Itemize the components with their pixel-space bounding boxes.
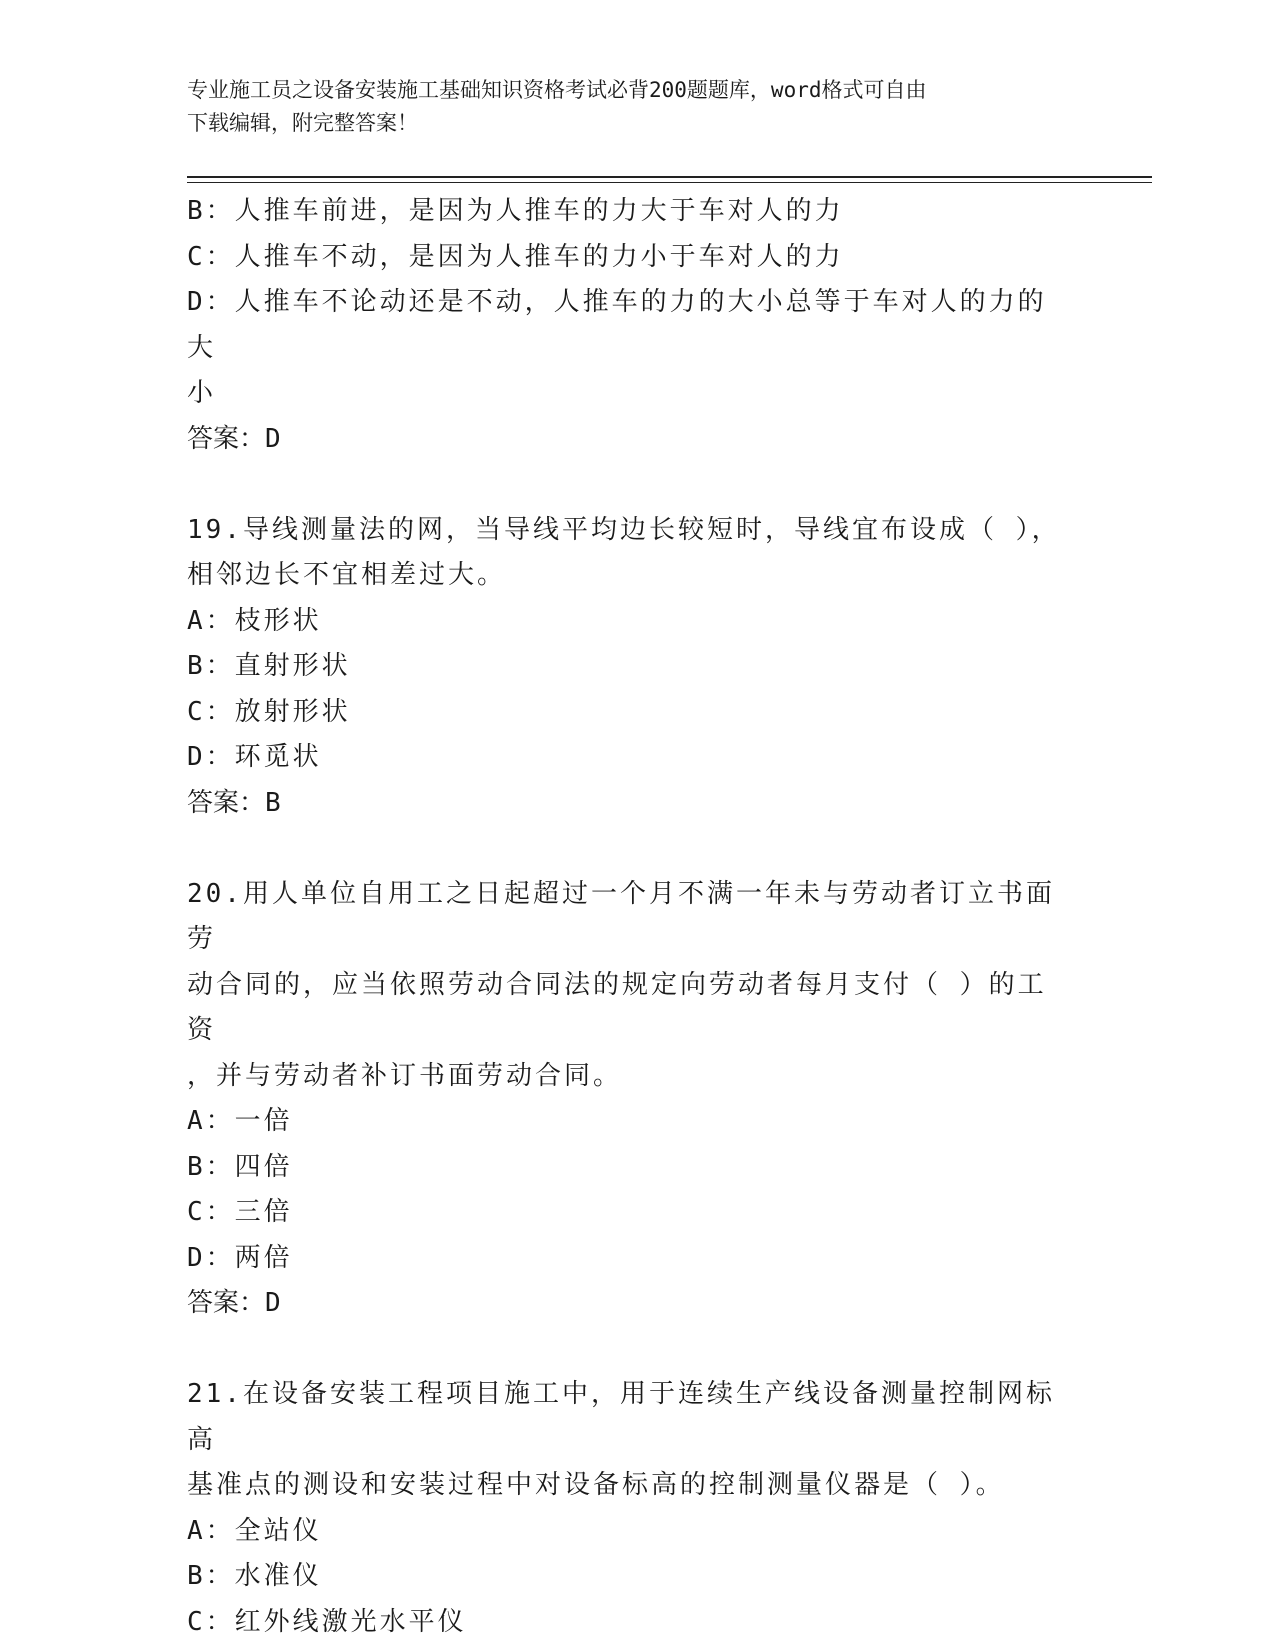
question-20 xyxy=(187,872,1067,1327)
q20-stem-line-2: 动合同的，应当依照劳动合同法的规定向劳动者每月支付（ ）的工资 xyxy=(187,969,1047,1045)
q21-stem-line-1: 21.在设备安装工程项目施工中，用于连续生产线设备测量控制网标高 xyxy=(187,1379,1055,1455)
q20-option-d: D：两倍 xyxy=(187,1242,293,1273)
q20-answer: 答案：D xyxy=(187,1288,281,1318)
q19-stem-line-2: 相邻边长不宜相差过大。 xyxy=(187,560,507,590)
q20-option-b: B：四倍 xyxy=(187,1151,293,1182)
q21-option-b: B：水准仪 xyxy=(187,1561,322,1591)
header-rule-thin xyxy=(187,182,1152,183)
spacer xyxy=(187,462,1067,508)
spacer xyxy=(187,1327,1067,1373)
q19-option-c: C：放射形状 xyxy=(187,696,351,727)
q21-stem-line-2: 基准点的测设和安装过程中对设备标高的控制测量仪器是（ ）。 xyxy=(187,1470,1005,1500)
q18-option-d: D：人推车不论动还是不动，人推车的力的大小总等于车对人的力的大 xyxy=(187,287,1047,363)
q21-option-c: C：红外线激光水平仪 xyxy=(187,1606,467,1637)
q20-stem-line-3: ，并与劳动者补订书面劳动合同。 xyxy=(187,1060,623,1091)
q21-option-a: A：全站仪 xyxy=(187,1515,322,1546)
header-line-2: 下载编辑，附完整答案！ xyxy=(187,111,418,135)
header-rule-thick xyxy=(187,176,1152,178)
q20-option-a: A：一倍 xyxy=(187,1106,293,1136)
q18-option-c: C：人推车不动，是因为人推车的力小于车对人的力 xyxy=(187,241,844,272)
q20-stem-line-1: 20.用人单位自用工之日起超过一个月不满一年未与劳动者订立书面劳 xyxy=(187,878,1055,954)
q19-option-d: D：环觅状 xyxy=(187,742,322,772)
q20-option-c: C：三倍 xyxy=(187,1197,293,1227)
q18-option-b: B：人推车前进，是因为人推车的力大于车对人的力 xyxy=(187,196,844,226)
q19-answer: 答案：B xyxy=(187,787,281,818)
question-18 xyxy=(187,189,1067,462)
q19-option-a: A：枝形状 xyxy=(187,605,322,636)
question-content xyxy=(187,189,1067,1645)
question-21 xyxy=(187,1372,1067,1645)
q18-answer: 答案：D xyxy=(187,423,281,454)
header-line-1: 专业施工员之设备安装施工基础知识资格考试必背200题题库，word格式可自由 xyxy=(187,78,927,102)
spacer xyxy=(187,826,1067,872)
q19-stem-line-1: 19.导线测量法的网，当导线平均边长较短时，导线宜布设成（ ）， xyxy=(187,514,1061,545)
document-header xyxy=(187,74,1067,140)
q19-option-b: B：直射形状 xyxy=(187,651,351,681)
question-19 xyxy=(187,508,1067,827)
q18-option-d-cont: 小 xyxy=(187,378,217,408)
